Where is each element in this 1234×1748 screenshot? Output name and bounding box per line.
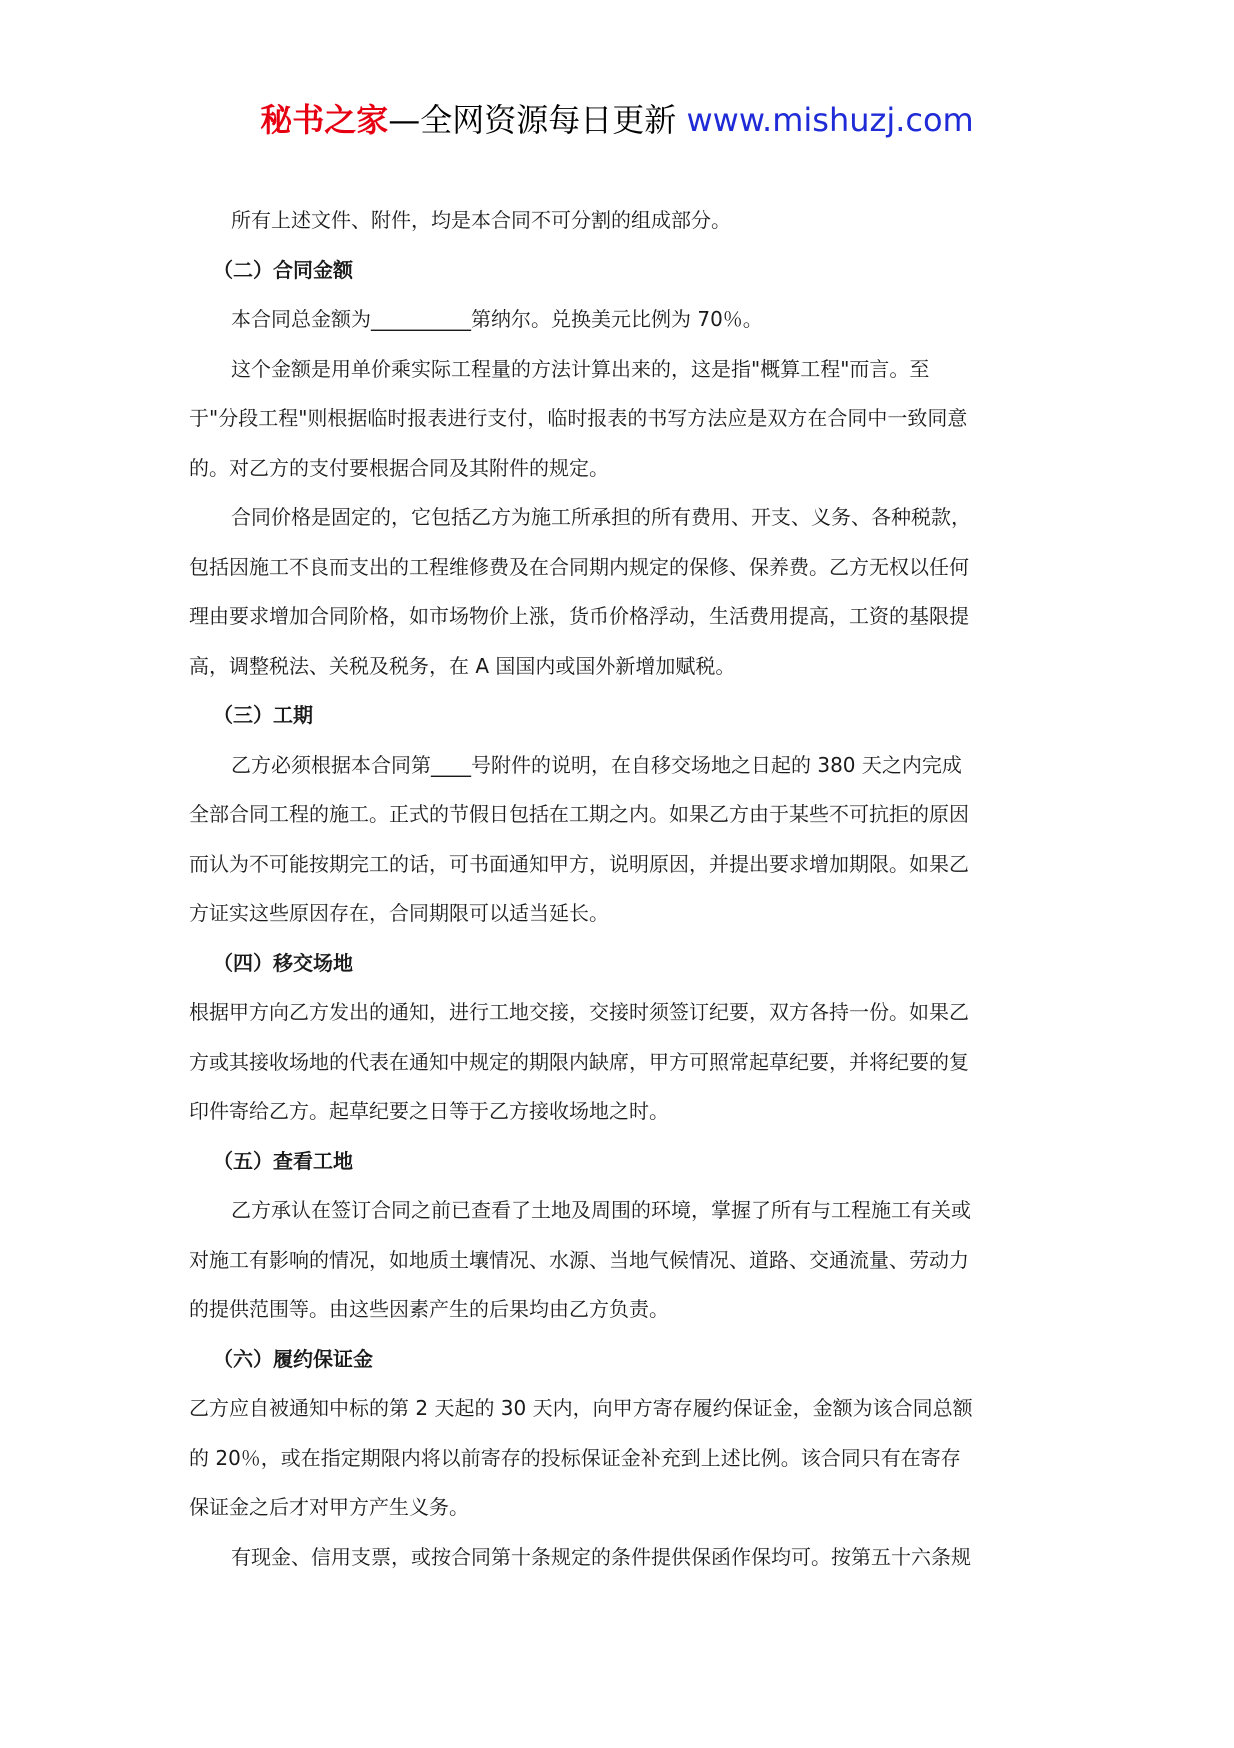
body-line: 有现金、信用支票，或按合同第十条规定的条件提供保函作保均可。按第五十六条规	[231, 1544, 971, 1569]
body-line: 对施工有影响的情况，如地质土壤情况、水源、当地气候情况、道路、交通流量、劳动力	[189, 1247, 969, 1272]
body-line: 乙方应自被通知中标的第 2 天起的 30 天内，向甲方寄存履约保证金，金额为该合同总额	[189, 1396, 973, 1420]
body-line: 包括因施工不良而支出的工程维修费及在合同期内规定的保修、保养费。乙方无权以任何	[189, 554, 969, 579]
body-line: 全部合同工程的施工。正式的节假日包括在工期之内。如果乙方由于某些不可抗拒的原因	[189, 802, 969, 826]
website-link[interactable]: www.mishuzj.com	[686, 101, 974, 139]
site-banner	[0, 100, 1234, 140]
body-line: 这个金额是用单价乘实际工程量的方法计算出来的，这是指"概算工程"而言。至	[231, 356, 930, 381]
body-line: 高，调整税法、关税及税务，在 A 国国内或国外新增加赋税。	[189, 653, 736, 678]
body-line: 方或其接收场地的代表在通知中规定的期限内缺席，甲方可照常起草纪要，并将纪要的复	[189, 1049, 969, 1074]
body-line: 而认为不可能按期完工的话，可书面通知甲方，说明原因，并提出要求增加期限。如果乙	[189, 851, 969, 876]
slogan: —全网资源每日更新	[388, 101, 687, 139]
body-line: 的 20％，或在指定期限内将以前寄存的投标保证金补充到上述比例。该合同只有在寄存	[189, 1445, 961, 1470]
section-heading: （三）工期	[213, 703, 313, 727]
body-line: 于"分段工程"则根据临时报表进行支付，临时报表的书写方法应是双方在合同中一致同意	[189, 406, 968, 430]
section-heading: （五）查看工地	[213, 1148, 353, 1173]
section-heading: （六）履约保证金	[213, 1346, 373, 1371]
body-line: 所有上述文件、附件，均是本合同不可分割的组成部分。	[231, 208, 731, 232]
body-line: 的提供范围等。由这些因素产生的后果均由乙方负责。	[189, 1297, 669, 1321]
body-line: 方证实这些原因存在，合同期限可以适当延长。	[189, 901, 609, 925]
section-heading: （四）移交场地	[213, 950, 353, 975]
section-heading: （二）合同金额	[213, 257, 353, 282]
body-line: 乙方必须根据本合同第____号附件的说明，在自移交场地之日起的 380 天之内完成	[231, 752, 962, 777]
body-line: 保证金之后才对甲方产生义务。	[189, 1495, 469, 1519]
body-line: 根据甲方向乙方发出的通知，进行工地交接，交接时须签订纪要，双方各持一份。如果乙	[189, 1000, 969, 1024]
body-line: 印件寄给乙方。起草纪要之日等于乙方接收场地之时。	[189, 1099, 669, 1123]
body-line: 乙方承认在签订合同之前已查看了土地及周围的环境，掌握了所有与工程施工有关或	[231, 1198, 971, 1222]
body-line: 理由要求增加合同阶格，如市场物价上涨，货币价格浮动，生活费用提高，工资的基限提	[189, 604, 969, 628]
document-body	[189, 196, 1049, 1582]
brand-name: 秘书之家	[260, 101, 389, 139]
body-line: 本合同总金额为__________第纳尔。兑换美元比例为 70％。	[231, 307, 763, 331]
body-line: 的。对乙方的支付要根据合同及其附件的规定。	[189, 455, 609, 480]
body-line: 合同价格是固定的，它包括乙方为施工所承担的所有费用、开支、义务、各种税款，	[231, 505, 971, 529]
